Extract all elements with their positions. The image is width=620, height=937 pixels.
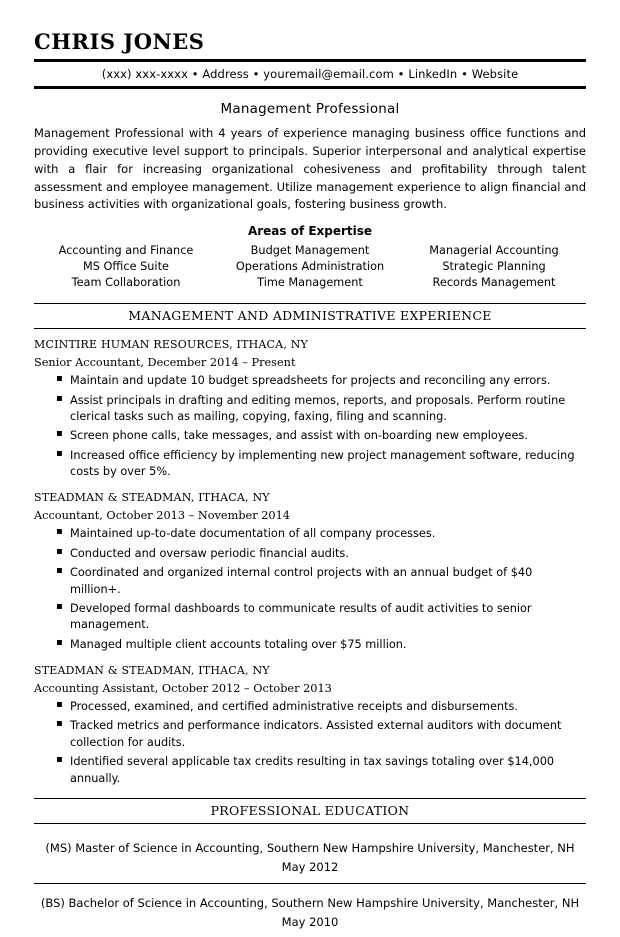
bullet-list <box>34 373 586 480</box>
list-item: ▪ Conducted and oversaw periodic financial audits. <box>56 546 586 562</box>
list-item: Budget Management <box>250 244 370 258</box>
job-role: Senior Accountant, December 2014 – Present <box>34 356 296 370</box>
contact-line: (xxx) xxx-xxxx • Address • youremail@email.com • LinkedIn • Website <box>101 67 519 82</box>
list-item: ▪ Processed, examined, and certified administrative receipts and disbursements. <box>56 699 586 715</box>
experience-entry <box>34 664 586 787</box>
list-item: Records Management <box>432 276 556 290</box>
degree-line: (BS) Bachelor of Science in Accounting, Southern New Hampshire University, Manchester, NH <box>40 896 580 911</box>
bullet-list <box>34 699 586 787</box>
list-item: Time Management <box>257 276 363 290</box>
company-name: STEADMAN & STEADMAN, ITHACA, NY <box>34 491 270 505</box>
list-item: ▪ Coordinated and organized internal control projects with an annual budget of $40 million+. <box>56 565 586 598</box>
section-title: MANAGEMENT AND ADMINISTRATIVE EXPERIENCE <box>128 308 492 324</box>
degree-date: May 2012 <box>281 859 339 874</box>
list-item: ▪ Identified several applicable tax credits resulting in tax savings totaling over $14,000 annually. <box>56 754 586 787</box>
education-section-header <box>34 798 586 824</box>
company-name: MCINTIRE HUMAN RESOURCES, ITHACA, NY <box>34 338 308 352</box>
education-entry <box>34 833 586 888</box>
list-item: ▪ Developed formal dashboards to communicate results of audit activities to senior management. <box>56 601 586 634</box>
list-item: Accounting and Finance <box>58 244 194 258</box>
list-item: ▪ Increased office efficiency by implementing new project management software, reducing costs by over 5%. <box>56 448 586 481</box>
list-item: ▪ Assist principals in drafting and editing memos, reports, and proposals. Perform routine clerical tasks such as mailing, copying, faxing, filing and scanning. <box>56 393 586 426</box>
degree-date: May 2010 <box>281 914 339 929</box>
job-role: Accounting Assistant, October 2012 – October 2013 <box>34 682 332 696</box>
job-role: Accountant, October 2013 – November 2014 <box>34 509 290 523</box>
education-divider <box>34 883 586 884</box>
experience-entry <box>34 338 586 480</box>
bullet-list <box>34 526 586 653</box>
list-item: Operations Administration <box>235 260 385 274</box>
list-item: ▪ Tracked metrics and performance indicators. Assisted external auditors with document collection for audits. <box>56 718 586 751</box>
list-item: Team Collaboration <box>71 276 181 290</box>
experience-entry <box>34 491 586 653</box>
list-item: ▪ Managed multiple client accounts totaling over $75 million. <box>56 637 586 653</box>
professional-title: Management Professional <box>220 101 400 118</box>
list-item: ▪ Maintain and update 10 budget spreadsheets for projects and reconciling any errors. <box>56 373 586 389</box>
list-item: Strategic Planning <box>442 260 546 274</box>
section-title: PROFESSIONAL EDUCATION <box>210 802 410 818</box>
page-title: CHRIS JONES <box>34 29 205 54</box>
areas-of-expertise-title: Areas of Expertise <box>247 224 373 239</box>
company-name: STEADMAN & STEADMAN, ITHACA, NY <box>34 664 270 678</box>
list-item: MS Office Suite <box>83 260 169 274</box>
degree-line: (MS) Master of Science in Accounting, Southern New Hampshire University, Manchester, NH <box>45 840 575 855</box>
areas-of-expertise-grid <box>34 244 586 289</box>
education-entry <box>34 888 586 936</box>
summary-paragraph: Management Professional with 4 years of experience managing business office functions and providing executive level support to principals. Superior interpersonal and analytical expertise with a flair for increasing organizational cohesiveness and profitability through talent assessment and employee management. Utilize management experience to align financial and business activities with organizational goals, fostering business growth. <box>34 126 586 212</box>
list-item: Managerial Accounting <box>429 244 559 258</box>
experience-section-header <box>34 303 586 329</box>
list-item: ▪ Screen phone calls, take messages, and assist with on-boarding new employees. <box>56 428 586 444</box>
list-item: ▪ Maintained up-to-date documentation of all company processes. <box>56 526 586 542</box>
